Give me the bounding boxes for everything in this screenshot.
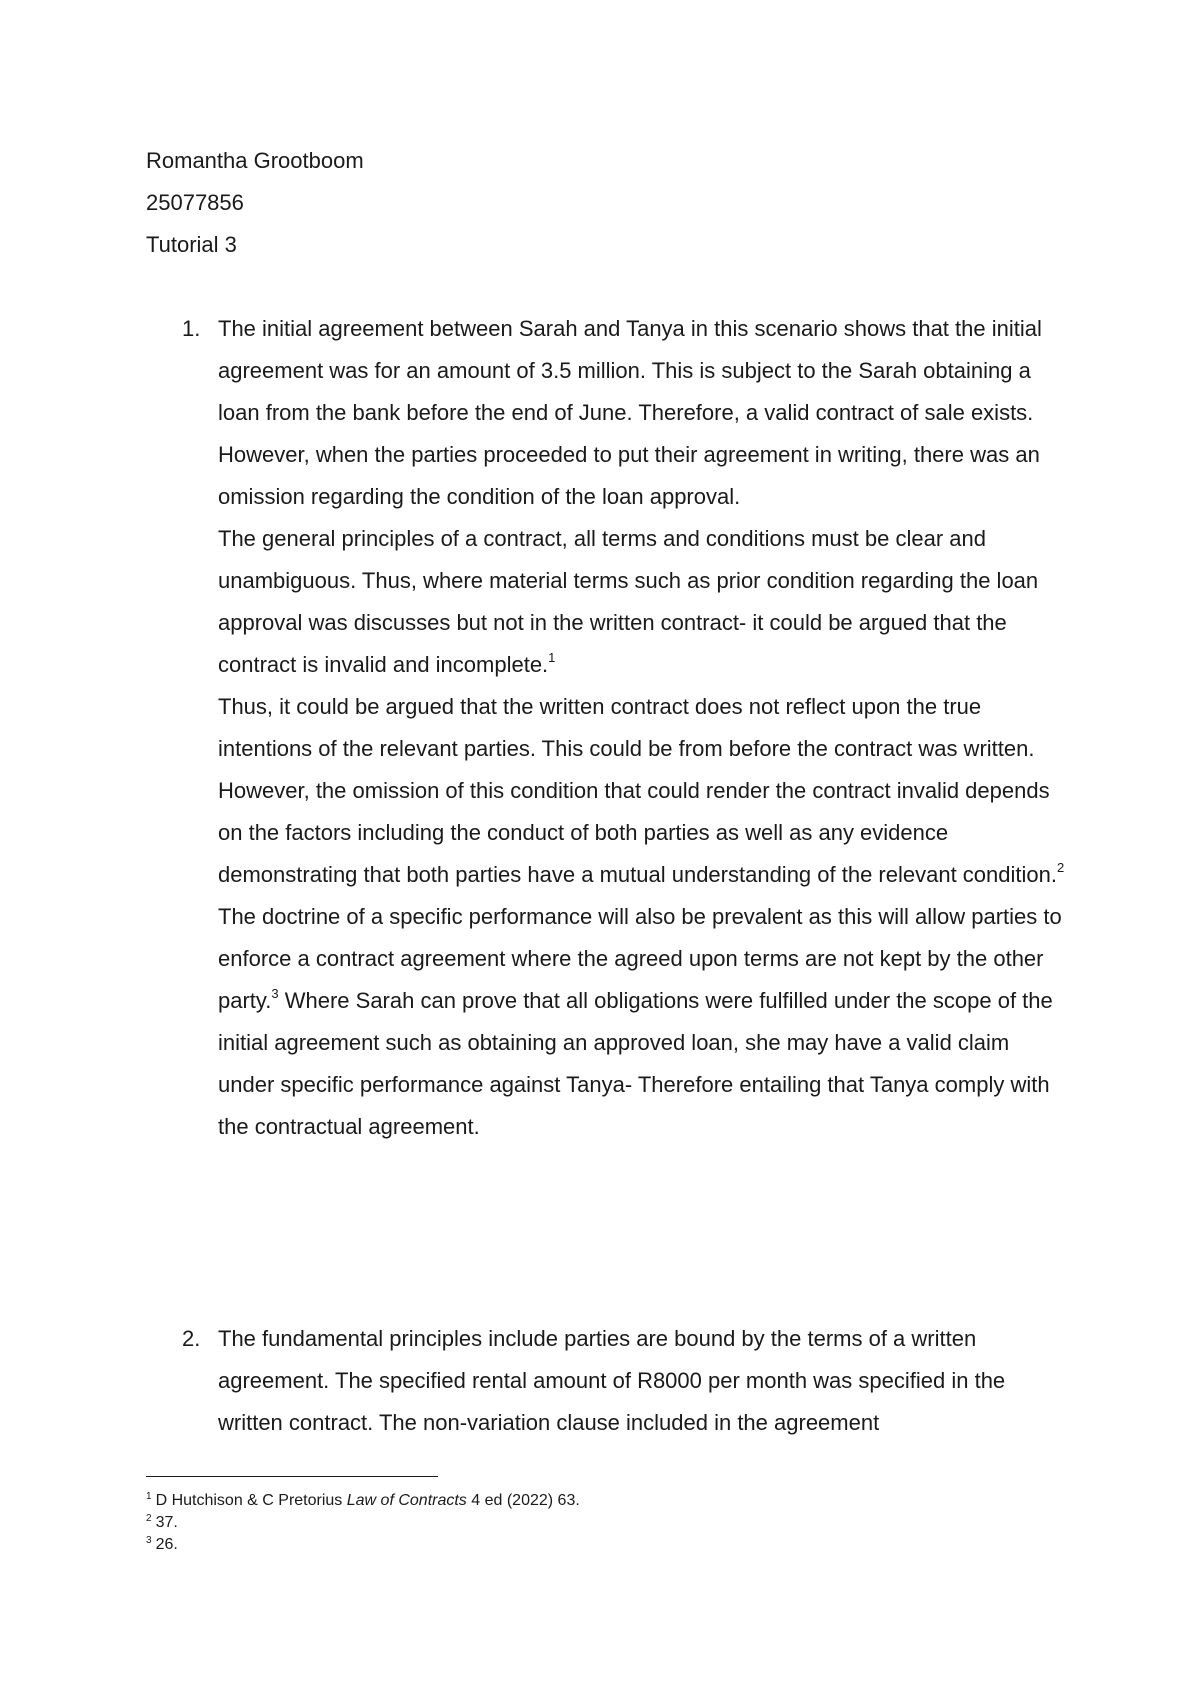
item-number: 1. [182, 316, 201, 341]
document-header [146, 140, 364, 266]
paragraph-text: The doctrine of a specific performance will also be prevalent as this will allow parties to enforce a contract agreement where the agreed upon terms are not kept by the other party. [218, 904, 1062, 1013]
footnote-2 [146, 1512, 580, 1534]
footnote-mark: 2 [146, 1512, 152, 1524]
document-title: Tutorial 3 [146, 232, 237, 257]
paragraph-text: Thus, it could be argued that the written contract does not reflect upon the true intentions of the relevant parties. This could be from before the contract was written. However, the omission of this condition that could render the contract invalid depends on the factors including the conduct of both parties as well as any evidence demonstrating that both parties have a mutual understanding of the relevant condition. [218, 694, 1057, 887]
paragraph [218, 1318, 1068, 1444]
footnote-title: Law of Contracts [346, 1492, 467, 1509]
answer-item-2 [146, 1318, 1076, 1444]
paragraph [218, 686, 1068, 896]
footnote-text-after: 4 ed (2022) 63. [466, 1492, 580, 1509]
footnote-reference[interactable]: 3 [271, 985, 279, 1001]
footnote-text: 37. [155, 1514, 178, 1531]
paragraph-text: The fundamental principles include parties are bound by the terms of a written agreement. The specified rental amount of R8000 per month was specified in the written contract. The non-variation clause included in the agreement [218, 1326, 1006, 1435]
item-number: 2. [182, 1326, 201, 1351]
paragraph [218, 308, 1068, 518]
footnote-3 [146, 1534, 580, 1556]
answer-item-1 [146, 308, 1076, 1148]
footnote-reference[interactable]: 1 [548, 649, 556, 665]
footnote-text: D Hutchison & C Pretorius [155, 1492, 347, 1509]
paragraph [218, 518, 1068, 686]
paragraph-text: The general principles of a contract, all terms and conditions must be clear and unambiguous. Thus, where material terms such as prior condition regarding the loan approval was discusses but not in the written contract- it could be argued that the contract is invalid and incomplete. [218, 526, 1039, 677]
footnotes [146, 1490, 580, 1556]
item-body [218, 1318, 1068, 1444]
footnote-1 [146, 1490, 580, 1512]
paragraph-text: The initial agreement between Sarah and Tanya in this scenario shows that the initial agreement was for an amount of 3.5 million. This is subject to the Sarah obtaining a loan from the bank before the end of June. Therefore, a valid contract of sale exists. However, when the parties proceeded to put their agreement in writing, there was an omission regarding the condition of the loan approval. [218, 316, 1042, 509]
student-number: 25077856 [146, 190, 244, 215]
footnote-mark: 1 [146, 1490, 152, 1502]
paragraph-text-continued: Where Sarah can prove that all obligations were fulfilled under the scope of the initial agreement such as obtaining an approved loan, she may have a valid claim under specific performance against Tanya- Therefore entailing that Tanya comply with the contractual agreement. [218, 988, 1053, 1139]
footnote-text: 26. [155, 1536, 178, 1553]
footnote-reference[interactable]: 2 [1057, 859, 1065, 875]
footnote-separator [146, 1476, 438, 1477]
author-name: Romantha Grootboom [146, 148, 364, 173]
item-body [218, 308, 1068, 1148]
footnote-mark: 3 [146, 1534, 152, 1546]
paragraph [218, 896, 1068, 1148]
